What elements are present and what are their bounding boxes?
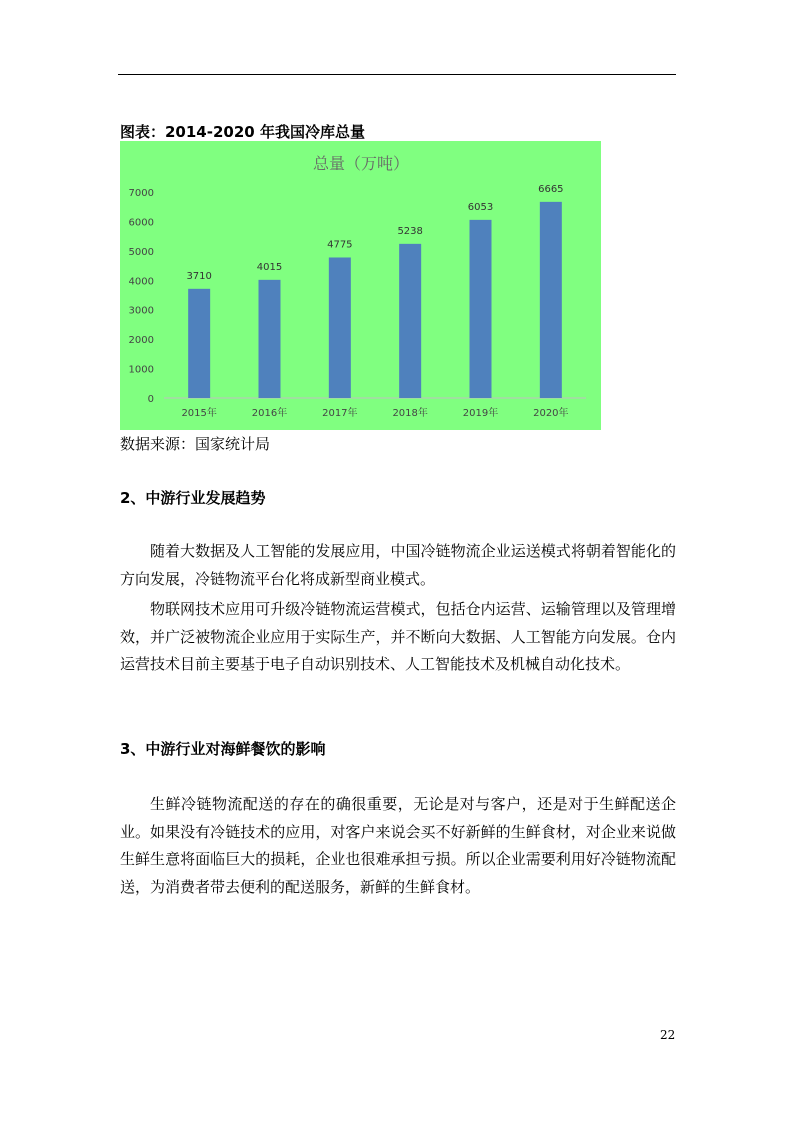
data-label: 3710: [186, 270, 212, 282]
y-tick-label: 5000: [128, 246, 154, 258]
paragraph: 随着大数据及人工智能的发展应用，中国冷链物流企业运送模式将朝着智能化的方向发展，冷链物流平台化将成新型商业模式。: [120, 542, 676, 588]
paragraph: 生鲜冷链物流配送的存在的确很重要，无论是对与客户，还是对于生鲜配送企业。如果没有冷链技术的应用，对客户来说会买不好新鲜的生鲜食材，对企业来说做生鲜生意将面临巨大的损耗，企业也很难承担亏损。所以企业需要利用好冷链物流配送，为消费者带去便利的配送服务，新鲜的生鲜食材。: [120, 795, 676, 896]
chart-svg: [120, 141, 601, 430]
section-heading-seafood-impact: 3、中游行业对海鲜餐饮的影响: [120, 740, 326, 758]
y-tick-label: 2000: [128, 335, 154, 347]
data-label: 4015: [256, 261, 283, 273]
section-heading-midstream-trend: 2、中游行业发展趋势: [120, 489, 266, 507]
y-tick-label: 0: [147, 394, 154, 405]
x-tick-label: 2019年: [462, 408, 499, 419]
x-tick-label: 2016年: [251, 408, 288, 419]
x-tick-label: 2015年: [181, 408, 217, 419]
data-label: 4775: [327, 239, 353, 251]
data-label: 5238: [397, 225, 423, 237]
y-tick-label: 4000: [128, 276, 154, 288]
y-tick-label: 1000: [128, 364, 154, 376]
bar: [329, 257, 351, 398]
y-tick-label: 6000: [128, 217, 154, 229]
bar: [259, 280, 281, 398]
x-tick-label: 2020年: [533, 408, 569, 419]
figure-source: 数据来源：国家统计局: [120, 435, 271, 453]
header-rule: [118, 74, 676, 75]
x-tick-label: 2017年: [322, 408, 358, 419]
x-tick-label: 2018年: [392, 408, 428, 419]
bar: [188, 289, 210, 398]
bar: [470, 220, 492, 398]
paragraph: 物联网技术应用可升级冷链物流运营模式，包括仓内运营、运输管理以及管理增效，并广泛被物流企业应用于实际生产，并不断向大数据、人工智能方向发展。仓内运营技术目前主要基于电子自动识别技术、人工智能技术及机械自动化技术。: [120, 600, 676, 673]
bar: [399, 244, 421, 398]
figure-title: 图表：2014-2020 年我国冷库总量: [120, 123, 365, 141]
page-number: 22: [660, 1028, 676, 1042]
data-label: 6665: [538, 183, 564, 195]
bar: [540, 202, 562, 398]
y-tick-label: 7000: [128, 188, 154, 199]
data-label: 6053: [467, 201, 494, 213]
y-tick-label: 3000: [128, 305, 154, 317]
bar-chart: [120, 141, 601, 430]
chart-title: 总量（万吨）: [312, 154, 410, 173]
